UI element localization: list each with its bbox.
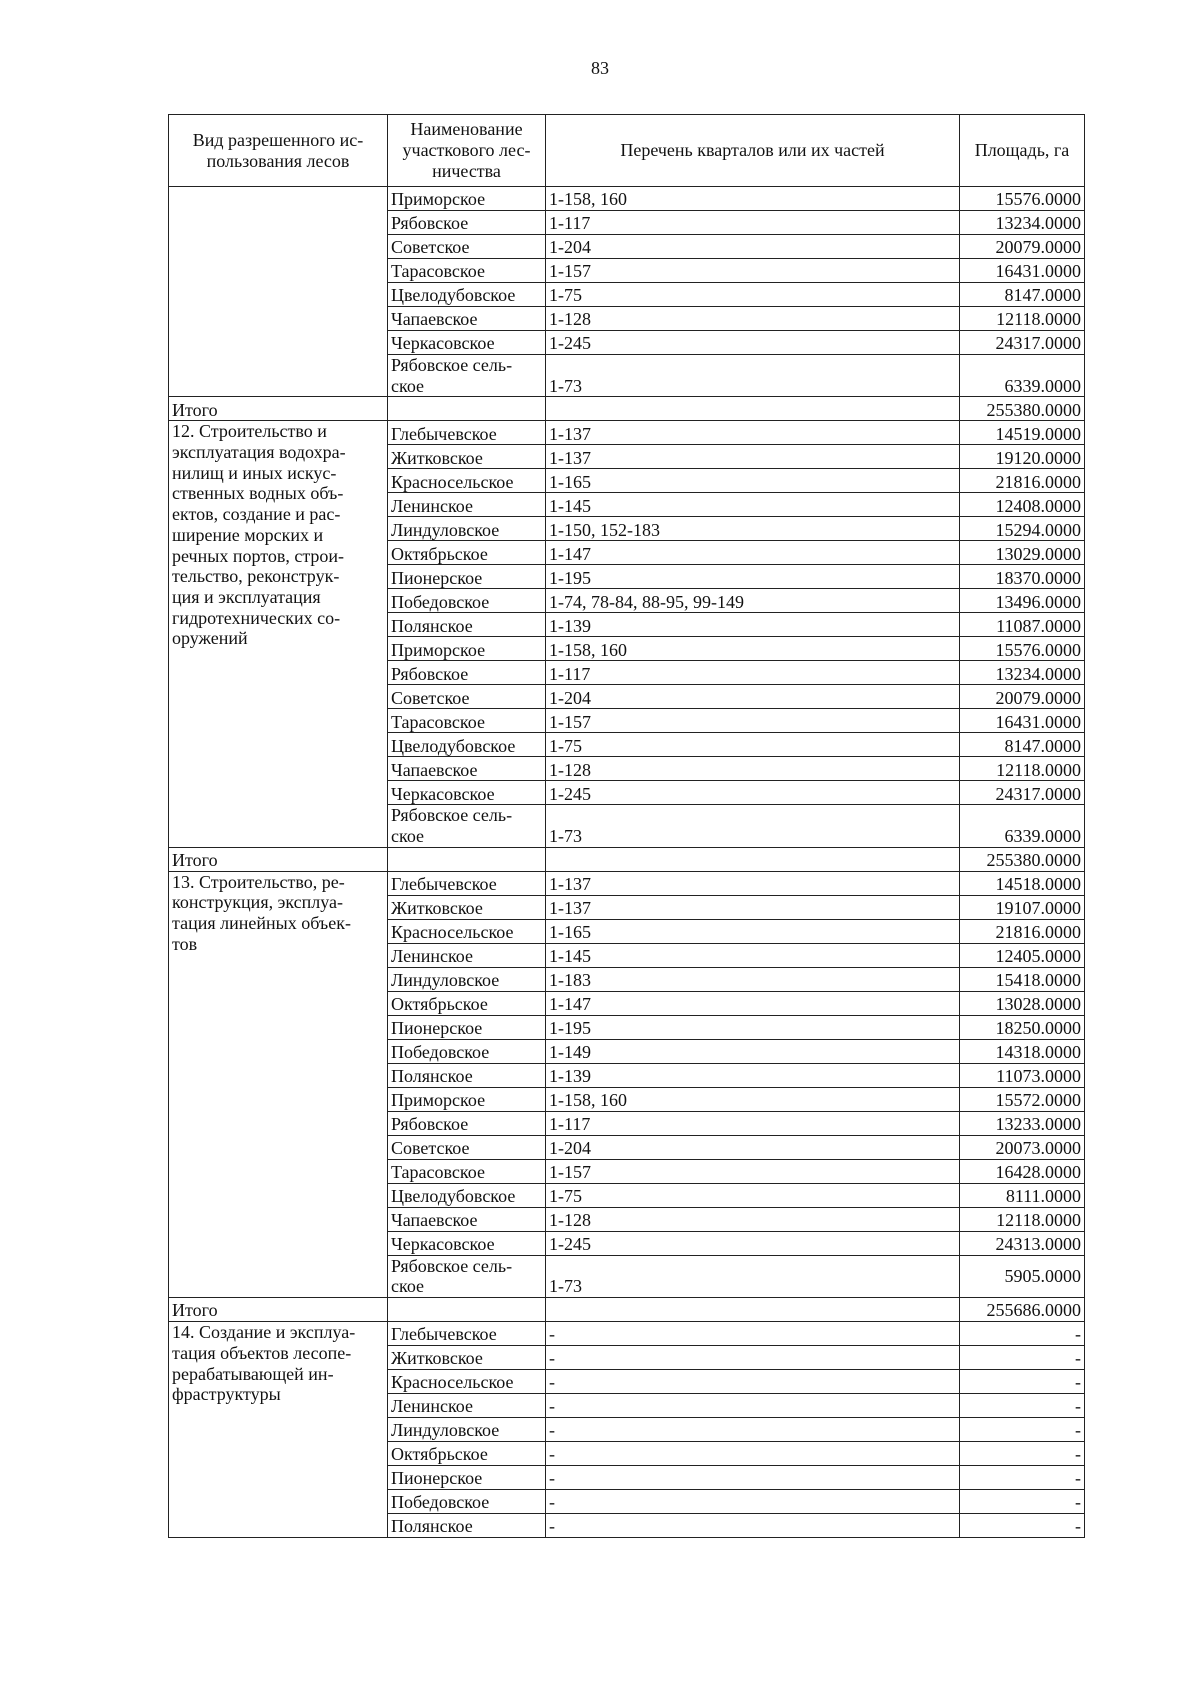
forestry-name-cell: Житковское [388, 1346, 546, 1370]
forestry-name-cell: Советское [388, 1135, 546, 1159]
table-header-row [169, 115, 1085, 187]
area-cell: 18250.0000 [960, 1015, 1085, 1039]
quarters-cell: 1-75 [546, 283, 960, 307]
area-cell: - [960, 1442, 1085, 1466]
quarters-cell: 1-150, 152-183 [546, 517, 960, 541]
header-use [169, 115, 388, 187]
forestry-name-cell: Житковское [388, 445, 546, 469]
use-type-line: ширение морских и [172, 524, 324, 545]
quarters-cell: 1-204 [546, 235, 960, 259]
area-cell: 13496.0000 [960, 589, 1085, 613]
use-type-line: тация объектов лесопе- [172, 1342, 352, 1363]
forestry-name-cell: Полянское [388, 1063, 546, 1087]
area-cell: 24317.0000 [960, 331, 1085, 355]
area-cell: 24317.0000 [960, 781, 1085, 805]
forestry-name-line: Рябовское сель- [391, 805, 513, 826]
quarters-cell: 1-157 [546, 259, 960, 283]
area-cell: 6339.0000 [960, 805, 1085, 847]
quarters-cell: 1-145 [546, 943, 960, 967]
forestry-name-cell: Рябовское [388, 211, 546, 235]
quarters-cell: 1-183 [546, 967, 960, 991]
quarters-cell: 1-195 [546, 565, 960, 589]
forestry-name-line: ское [391, 826, 425, 847]
total-row [169, 847, 1085, 871]
area-cell: 21816.0000 [960, 919, 1085, 943]
quarters-cell: 1-149 [546, 1039, 960, 1063]
quarters-cell: - [546, 1442, 960, 1466]
area-cell: 15576.0000 [960, 637, 1085, 661]
forestry-name-cell: Житковское [388, 895, 546, 919]
header-use-line: Вид разрешенного ис- [192, 129, 364, 150]
area-cell: 15576.0000 [960, 187, 1085, 211]
quarters-cell: 1-245 [546, 1231, 960, 1255]
empty-cell [388, 397, 546, 421]
forestry-name-line: Рябовское сель- [391, 355, 513, 375]
total-row [169, 397, 1085, 421]
area-cell: 21816.0000 [960, 469, 1085, 493]
quarters-cell: 1-74, 78-84, 88-95, 99-149 [546, 589, 960, 613]
use-type-line: эксплуатация водохра- [172, 442, 346, 463]
forestry-name-cell: Тарасовское [388, 709, 546, 733]
area-cell: 5905.0000 [960, 1255, 1085, 1297]
area-cell: - [960, 1466, 1085, 1490]
forestry-name-cell: Линдуловское [388, 967, 546, 991]
quarters-cell: - [546, 1346, 960, 1370]
use-type-line: нилищ и иных искус- [172, 462, 337, 483]
area-cell: 12408.0000 [960, 493, 1085, 517]
use-type-cell [169, 187, 388, 397]
area-cell: 11073.0000 [960, 1063, 1085, 1087]
use-type-line: ственных водных объ- [172, 483, 344, 504]
area-cell: 14318.0000 [960, 1039, 1085, 1063]
forestry-name-cell: Рябовское [388, 661, 546, 685]
quarters-cell: 1-137 [546, 421, 960, 445]
header-name-line: ничества [432, 160, 501, 181]
quarters-cell: 1-137 [546, 895, 960, 919]
quarters-cell: 1-147 [546, 541, 960, 565]
quarters-cell: 1-128 [546, 1207, 960, 1231]
area-cell: 18370.0000 [960, 565, 1085, 589]
area-cell: 15294.0000 [960, 517, 1085, 541]
area-cell: 15418.0000 [960, 967, 1085, 991]
forest-use-table [168, 114, 1085, 1538]
area-cell: - [960, 1490, 1085, 1514]
forestry-name-cell: Октябрьское [388, 541, 546, 565]
quarters-cell: 1-73 [546, 805, 960, 847]
quarters-cell: 1-145 [546, 493, 960, 517]
forestry-name-cell: Черкасовское [388, 1231, 546, 1255]
quarters-cell: - [546, 1370, 960, 1394]
quarters-cell: 1-75 [546, 733, 960, 757]
area-cell: 12118.0000 [960, 1207, 1085, 1231]
table-body [169, 187, 1085, 1538]
use-type-line: конструкция, эксплуа- [172, 892, 343, 913]
quarters-cell: 1-128 [546, 307, 960, 331]
forestry-name-cell: Ленинское [388, 493, 546, 517]
empty-cell [388, 1298, 546, 1322]
forestry-name-cell: Цвелодубовское [388, 1183, 546, 1207]
forestry-name-cell: Ленинское [388, 1394, 546, 1418]
forestry-name-cell: Чапаевское [388, 757, 546, 781]
quarters-cell: 1-157 [546, 709, 960, 733]
area-cell: 13029.0000 [960, 541, 1085, 565]
forestry-name-cell: Черкасовское [388, 331, 546, 355]
use-type-line: фраструктуры [172, 1384, 281, 1405]
area-cell: 16431.0000 [960, 259, 1085, 283]
forestry-name-cell: Чапаевское [388, 307, 546, 331]
use-type-line: гидротехнических со- [172, 607, 341, 628]
forestry-name-cell: Полянское [388, 1514, 546, 1538]
quarters-cell: 1-128 [546, 757, 960, 781]
header-area: Площадь, га [960, 115, 1085, 187]
area-cell: 13028.0000 [960, 991, 1085, 1015]
quarters-cell: 1-117 [546, 1111, 960, 1135]
forestry-name-cell: Победовское [388, 589, 546, 613]
forestry-name-cell: Октябрьское [388, 991, 546, 1015]
quarters-cell: 1-117 [546, 661, 960, 685]
quarters-cell: 1-139 [546, 613, 960, 637]
forestry-name-cell: Приморское [388, 1087, 546, 1111]
quarters-cell: 1-73 [546, 355, 960, 397]
quarters-cell: 1-139 [546, 1063, 960, 1087]
forestry-name-cell: Линдуловское [388, 517, 546, 541]
forestry-name-cell: Советское [388, 235, 546, 259]
quarters-cell: - [546, 1322, 960, 1346]
quarters-cell: 1-157 [546, 1159, 960, 1183]
area-cell: - [960, 1346, 1085, 1370]
forestry-name-cell: Глебычевское [388, 871, 546, 895]
quarters-cell: - [546, 1394, 960, 1418]
area-cell: 8147.0000 [960, 283, 1085, 307]
table-row [169, 421, 1085, 445]
use-type-line: ция и эксплуатация [172, 586, 321, 607]
area-cell: 14518.0000 [960, 871, 1085, 895]
quarters-cell: 1-204 [546, 1135, 960, 1159]
forestry-name-cell: Победовское [388, 1490, 546, 1514]
use-type-line: тов [172, 933, 198, 954]
use-type-line: 13. Строительство, ре- [172, 871, 345, 892]
quarters-cell: 1-165 [546, 919, 960, 943]
forestry-name-cell [388, 1255, 546, 1297]
quarters-cell: 1-137 [546, 445, 960, 469]
area-cell: 20079.0000 [960, 685, 1085, 709]
area-cell: 12118.0000 [960, 757, 1085, 781]
quarters-cell: 1-137 [546, 871, 960, 895]
total-row [169, 1298, 1085, 1322]
empty-cell [546, 847, 960, 871]
area-cell: 13233.0000 [960, 1111, 1085, 1135]
forestry-name-cell: Красносельское [388, 919, 546, 943]
forestry-name-cell: Красносельское [388, 1370, 546, 1394]
forestry-name-cell: Цвелодубовское [388, 283, 546, 307]
use-type-cell [169, 871, 388, 1297]
total-area-cell: 255686.0000 [960, 1298, 1085, 1322]
use-type-line: речных портов, строи- [172, 545, 345, 566]
forestry-name-cell: Линдуловское [388, 1418, 546, 1442]
forestry-name-cell: Черкасовское [388, 781, 546, 805]
area-cell: 19107.0000 [960, 895, 1085, 919]
table-row [169, 187, 1085, 211]
quarters-cell: - [546, 1490, 960, 1514]
header-quarters: Перечень кварталов или их частей [546, 115, 960, 187]
quarters-cell: - [546, 1418, 960, 1442]
quarters-cell: 1-245 [546, 781, 960, 805]
area-cell: 19120.0000 [960, 445, 1085, 469]
quarters-cell: - [546, 1466, 960, 1490]
use-type-line: оружений [172, 628, 248, 649]
area-cell: - [960, 1514, 1085, 1538]
forestry-name-cell [388, 805, 546, 847]
use-type-cell [169, 421, 388, 847]
forestry-name-line: ское [391, 375, 425, 396]
forestry-name-cell: Красносельское [388, 469, 546, 493]
quarters-cell: 1-165 [546, 469, 960, 493]
total-area-cell: 255380.0000 [960, 397, 1085, 421]
forestry-name-cell: Победовское [388, 1039, 546, 1063]
area-cell: 11087.0000 [960, 613, 1085, 637]
area-cell: 6339.0000 [960, 355, 1085, 397]
header-name-line: Наименование [410, 119, 523, 140]
forestry-name-cell: Чапаевское [388, 1207, 546, 1231]
total-label-cell: Итого [169, 397, 388, 421]
table-row [169, 1322, 1085, 1346]
quarters-cell: 1-158, 160 [546, 1087, 960, 1111]
area-cell: 13234.0000 [960, 211, 1085, 235]
forestry-name-cell: Тарасовское [388, 259, 546, 283]
forestry-name-cell: Глебычевское [388, 1322, 546, 1346]
use-type-cell [169, 1322, 388, 1538]
use-type-line: 12. Строительство и [172, 421, 327, 442]
area-cell: 16428.0000 [960, 1159, 1085, 1183]
forestry-name-cell: Глебычевское [388, 421, 546, 445]
quarters-cell: 1-147 [546, 991, 960, 1015]
forestry-name-cell: Приморское [388, 637, 546, 661]
area-cell: - [960, 1418, 1085, 1442]
forestry-name-cell: Тарасовское [388, 1159, 546, 1183]
use-type-line: тельство, реконструк- [172, 566, 340, 587]
total-label-cell: Итого [169, 847, 388, 871]
forestry-name-cell: Цвелодубовское [388, 733, 546, 757]
header-use-line: пользования лесов [206, 150, 350, 171]
forestry-name-cell: Полянское [388, 613, 546, 637]
empty-cell [546, 1298, 960, 1322]
use-type-line: 14. Создание и эксплуа- [172, 1322, 356, 1343]
area-cell: 20079.0000 [960, 235, 1085, 259]
area-cell: 8147.0000 [960, 733, 1085, 757]
use-type-line: тация линейных объек- [172, 913, 351, 934]
forestry-name-cell: Пионерское [388, 565, 546, 589]
area-cell: 8111.0000 [960, 1183, 1085, 1207]
quarters-cell: 1-195 [546, 1015, 960, 1039]
area-cell: - [960, 1370, 1085, 1394]
forestry-name-line: ское [391, 1276, 425, 1297]
quarters-cell: 1-73 [546, 1255, 960, 1297]
forestry-name-cell: Октябрьское [388, 1442, 546, 1466]
quarters-cell: 1-245 [546, 331, 960, 355]
area-cell: 12405.0000 [960, 943, 1085, 967]
forestry-name-cell [388, 355, 546, 397]
forestry-name-line: Рябовское сель- [391, 1255, 513, 1276]
area-cell: - [960, 1322, 1085, 1346]
total-area-cell: 255380.0000 [960, 847, 1085, 871]
page-number: 83 [591, 58, 609, 78]
table-row [169, 871, 1085, 895]
quarters-cell: 1-75 [546, 1183, 960, 1207]
forestry-name-cell: Ленинское [388, 943, 546, 967]
area-cell: - [960, 1394, 1085, 1418]
forestry-name-cell: Пионерское [388, 1466, 546, 1490]
forestry-name-cell: Приморское [388, 187, 546, 211]
total-label-cell: Итого [169, 1298, 388, 1322]
quarters-cell: 1-117 [546, 211, 960, 235]
quarters-cell: - [546, 1514, 960, 1538]
empty-cell [388, 847, 546, 871]
forestry-name-cell: Пионерское [388, 1015, 546, 1039]
area-cell: 24313.0000 [960, 1231, 1085, 1255]
forestry-name-cell: Рябовское [388, 1111, 546, 1135]
area-cell: 14519.0000 [960, 421, 1085, 445]
use-type-line: рерабатывающей ин- [172, 1363, 334, 1384]
area-cell: 15572.0000 [960, 1087, 1085, 1111]
quarters-cell: 1-204 [546, 685, 960, 709]
quarters-cell: 1-158, 160 [546, 637, 960, 661]
quarters-cell: 1-158, 160 [546, 187, 960, 211]
area-cell: 13234.0000 [960, 661, 1085, 685]
header-forestry-name [388, 115, 546, 187]
use-type-line: ектов, создание и рас- [172, 504, 341, 525]
header-name-line: участкового лес- [402, 140, 531, 161]
area-cell: 12118.0000 [960, 307, 1085, 331]
area-cell: 16431.0000 [960, 709, 1085, 733]
forestry-name-cell: Советское [388, 685, 546, 709]
area-cell: 20073.0000 [960, 1135, 1085, 1159]
empty-cell [546, 397, 960, 421]
